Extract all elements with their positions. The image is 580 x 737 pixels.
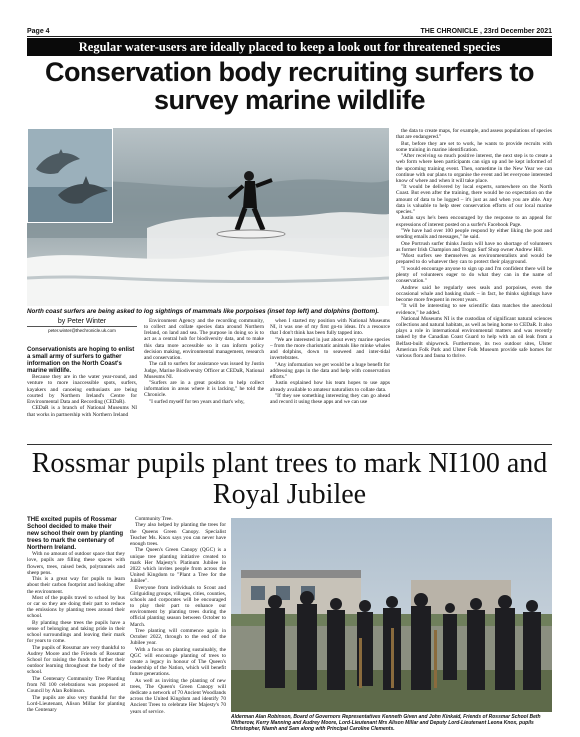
paragraph: "Surfers are in a great position to help collect information in areas where it is lacking," he told the Chronicle. — [144, 380, 264, 399]
paragraph: The Centenary Community Tree Planting from NI 100 celebrations was proposed at Council by Alan Robinson. — [27, 675, 125, 695]
story2-headline: Rossmar pupils plant trees to mark NI100 and Royal Jubilee — [31, 448, 548, 510]
paragraph: With a focus on planting sustainably, the QGC will encourage planting of trees to create a legacy in honour of The Queen's leadership of the Nation, which will benefit future generations. — [130, 646, 226, 678]
dolphin-inset-photo — [27, 128, 113, 223]
paragraph: Community Tree. — [135, 516, 173, 522]
paragraph: They also helped by planting the trees for the Queens Green Canopy. Specialist Teacher Ms. Knox says you can never have enough trees. — [130, 522, 226, 547]
paragraph: Tree planting will commence again in October 2022, through to the end of the Jubilee year. — [130, 628, 226, 647]
story1-headline: Conservation body recruiting surfers to survey marine wildlife — [44, 57, 535, 115]
tree-planting-group-photo — [231, 518, 552, 712]
paragraph: "We are interested in just about every marine species – from the more charismatic animals like minke whales and dolphins, down to seaweed and inter-tidal invertebrates. — [270, 336, 390, 362]
paragraph: This is a great way for pupils to learn about their carbon footprint and looking after the environment. — [27, 576, 125, 595]
story2-column-2 — [130, 516, 226, 716]
byline-author: by Peter Winter — [57, 318, 107, 325]
paragraph: when I started my position with National Museums NI, it was one of my first go-to ideas. It's a resource that I don't think has been fully tapped into. — [270, 318, 390, 337]
paragraph: But, before they are set to work, he wants to provide recruits with some training in marine identification. — [396, 140, 552, 153]
story1-banner: Regular water-users are ideally placed to keep a look out for threatened species — [27, 38, 552, 56]
paragraph: With no amount of outdoor space that they love, pupils are filling these spaces with flowers, trees, raised beds, polytunnels and sheep pens. — [27, 551, 125, 576]
story2-lede: THE excited pupils of Rossmar School decided to make their new school their own by planting trees to mark the centenary of Northern Ireland. — [27, 516, 124, 551]
story1-column-3 — [270, 318, 390, 441]
paragraph: "It will be interesting to see scientific data matches the anecdotal evidence," he added. — [396, 303, 552, 316]
paragraph: By planting these trees the pupils have a sense of belonging and taking pride in their school surroundings and leaving their mark for years to come. — [27, 619, 125, 645]
paragraph: "I surfed myself for ten years and that's why, — [149, 398, 245, 405]
paragraph: Everyone from individuals to Scout and Girlguiding groups, villages, cities, counties, schools and corporates will be encouraged to play their part to enhance our environment by planting trees during the official planting season between October to March. — [130, 584, 226, 628]
paragraph: the data to create maps, for example, and assess populations of species that are endangered." — [396, 128, 552, 141]
page-header — [27, 26, 552, 37]
story1-column-2 — [144, 318, 264, 441]
byline-email: peter.winter@thechronicle.uk.com — [27, 326, 137, 333]
paragraph: One Portrush surfer thinks Justin will have no shortage of volunteers as former Irish Champion and Troggs Surf Shop owner Andrew Hill. — [396, 240, 552, 253]
story1-caption: North coast surfers are being asked to log sightings of mammals like porpoises (inset top left) and dolphins (bottom). — [27, 308, 379, 315]
paragraph: National Museums NI is the custodian of significant natural sciences collections and natural habitats, as well as being home to CEDaR. It also plays a role in international environmental matters and was recently tasked by the Canadian Coast Guard to help with an oil leak from a Belfast-built shipwreck. Furthermore, its two outdoor sites, Ulster American Folk Park and Ulster Folk Museum provide safe homes for various flora and fauna to thrive. — [396, 315, 552, 359]
paragraph: Most of the pupils travel to school by bus or car so they are doing their part to reduce the emissions by planting trees around their school. — [27, 594, 125, 620]
group-photo-graphic — [231, 518, 552, 712]
page-number: Page 4 — [27, 27, 50, 35]
story2-column-1 — [27, 516, 125, 716]
paragraph: Because they are in the water year-round, and venture to more inaccessible spots, surfers, kayakers and canoeing enthusiasts are being courted by Northern Ireland's Centre for Environmental Data and Recording (CEDaR). — [27, 374, 137, 405]
paper-dateline: THE CHRONICLE , 23rd December 2021 — [420, 27, 552, 35]
paragraph: "It would be delivered by local experts, somewhere on the North Coast. But even after the training, there would be no expectation on the amount of data to be logged – it's just as and when you are able. Any data is valuable to help steer conservation efforts of our local marine species." — [396, 184, 552, 215]
paragraph: "I would encourage anyone to sign up and I'm confident there will be plenty of volunteers eager to do what they can in the name of conservation." — [396, 265, 552, 285]
paragraph: Andrew said he regularly sees seals and porpoises, even the occasional whale and basking shark – in fact, he thinks sightings have become more frequent in recent years. — [396, 284, 552, 303]
paragraph: "Most surfers see themselves as environmentalists and would be prepared to do whatever they can to protect their playground. — [396, 253, 552, 266]
story1-column-1 — [27, 346, 137, 441]
paragraph: As well as inviting the planting of new trees, The Queen's Green Canopy will dedicate a network of 70 Ancient Woodlands across the United Kingdom and identify 70 Ancient Trees to celebrate Her Majesty's 70 years of service. — [130, 677, 226, 715]
story2-caption: Alderman Alan Robinson, Board of Governors Representatives Kenneth Given and John Kinkaid, Friends of Rossmar School Beth Witherow, Kerry Manning and Audrey Moore, Lord-Lieutenant Mrs Alison Millar and Deputy Lord-Lieutenant Leona Knox, pupils Christopher, Niamh and Sam along with Principal Caroline Clements. — [231, 714, 541, 732]
paragraph: Justin says he's been encouraged by the response to an appeal for expressions of interest posted on a surfer's Facebook Page. — [396, 215, 552, 228]
paragraph: "If they see something interesting they can go ahead and record it using these apps and we can use — [270, 393, 390, 406]
paragraph: The pupils are also very thankful for the Lord-Lieutenant, Alison Millar for planting the Centenary — [27, 694, 125, 713]
paragraph: "Any information we get would be a huge benefit for addressing gaps in the data and help with conservation efforts." — [270, 361, 390, 380]
paragraph: "After receiving so much positive interest, the next step is to create a web form where keen participants can sign up and be kept informed of the upcoming training event. Then, sometime in the New Year we can continue with our plans to organise the event and let everyone interested know of where and when it will take place. — [396, 153, 552, 184]
paragraph: The pupils of Rossmar are very thankful to Audrey Moore and the Friends of Rossmar School for raising the funds to further their outdoor learning throughout the body of the school. — [27, 644, 125, 676]
story1-lede: Conservationists are hoping to enlist a small army of surfers to gather information on the North Coast's marine wildlife. — [27, 346, 135, 374]
paragraph: The call to surfers for assistance was issued by Justin Judge, Marine Biodiversity Officer at CEDaR, National Museums NI. — [144, 361, 264, 380]
paragraph: Justin explained how his team hopes to use apps already available to amateur naturalists to collate data. — [270, 380, 390, 393]
story-divider — [27, 444, 552, 445]
dolphin-inset-graphic — [28, 129, 113, 223]
story1-column-4 — [396, 128, 552, 441]
byline — [27, 318, 137, 333]
paragraph: "We have had over 100 people respond by either liking the post and sending emails and messages," he said. — [396, 227, 552, 241]
paragraph: The Queen's Green Canopy (QGC) is a unique tree planting initiative created to mark Her Majesty's Platinum Jubilee in 2022 which invites people from across the United Kingdom to "Plant a Tree for the Jubilee". — [130, 547, 226, 585]
paragraph: CEDaR is a branch of National Museums NI that works in partnership with Northern Ireland — [27, 405, 137, 418]
paragraph: Environment Agency and the recording community, to collect and collate species data around Northern Ireland, on land and sea. The purpose in doing so is to act as a central hub for biodiversity data, and to make this data more accessible so it can inform policy decision making, environmental management, research and conservation. — [144, 318, 264, 361]
